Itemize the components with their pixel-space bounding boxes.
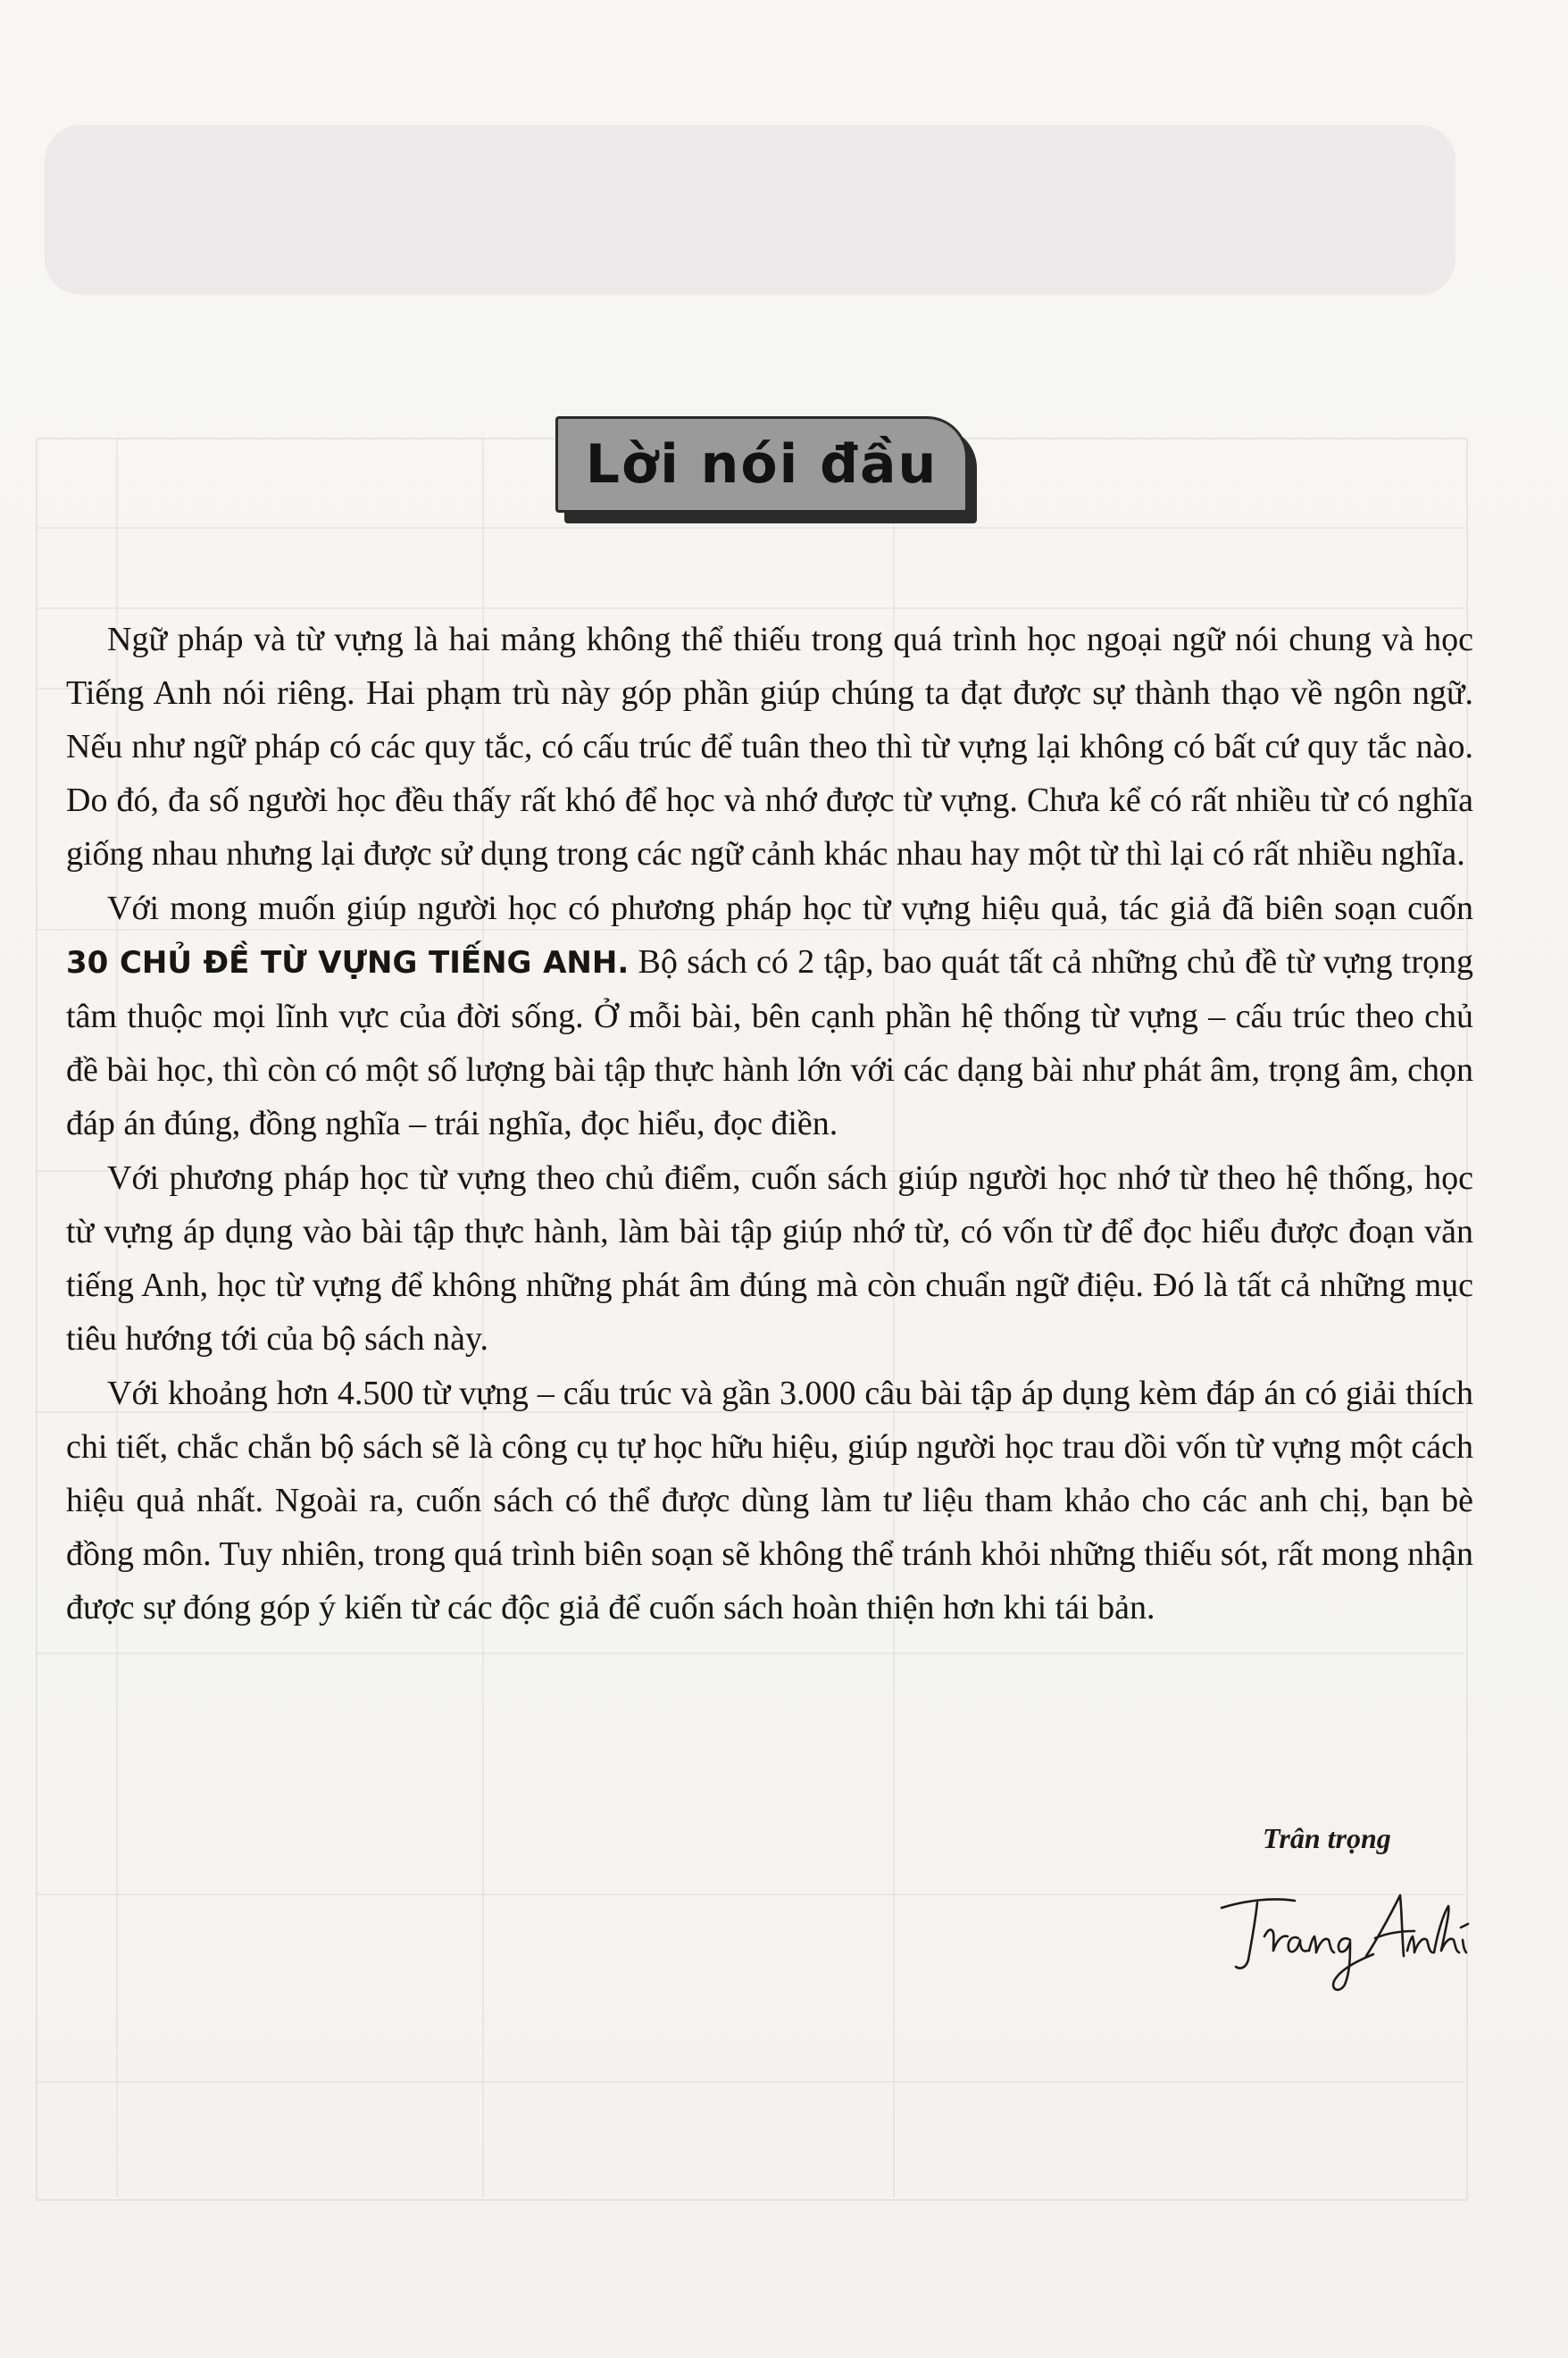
show-through-rule [36,2081,1464,2083]
title-badge [555,416,968,513]
paragraph-text: Với mong muốn giúp người học có phương pháp học từ vựng hiệu quả, tác giả đã biên soạn cuốn [107,890,1473,927]
paragraph-text: Với khoảng hơn 4.500 từ vựng – cấu trúc và gần 3.000 câu bài tập áp dụng kèm đáp án có giải thích chi tiết, chắc chắn bộ sách sẽ là công cụ tự học hữu hiệu, giúp người học trau dồi vốn từ vựng một cách hiệu quả nhất. Ngoài ra, cuốn sách có thể được dùng làm tư liệu tham khảo cho các anh chị, bạn bè đồng môn. Tuy nhiên, trong quá trình biên soạn sẽ không thể tránh khỏi những thiếu sót, rất mong nhận được sự đóng góp ý kiến từ các độc giả để cuốn sách hoàn thiện hơn khi tái bản. [66,1375,1473,1626]
show-through-banner [45,125,1455,295]
preface-title: Lời nói đầu [585,433,938,496]
paragraph-text: Với phương pháp học từ vựng theo chủ điểm, cuốn sách giúp người học nhớ từ theo hệ thống, học từ vựng áp dụng vào bài tập thực hành, làm bài tập giúp nhớ từ, có vốn từ để đọc hiểu được đoạn văn tiếng Anh, học từ vựng để không những phát âm đúng mà còn chuẩn ngữ điệu. Đó là tất cả những mục tiêu hướng tới của bộ sách này. [66,1159,1473,1358]
show-through-rule [36,607,1464,609]
paragraph-text: Ngữ pháp và từ vựng là hai mảng không thể thiếu trong quá trình học ngoại ngữ nói chung và học Tiếng Anh nói riêng. Hai phạm trù này góp phần giúp chúng ta đạt được sự thành thạo về ngôn ngữ. Nếu như ngữ pháp có các quy tắc, có cấu trúc để tuân theo thì từ vựng lại không có bất cứ quy tắc nào. Do đó, đa số người học đều thấy rất khó để học và nhớ được từ vựng. Chưa kể có rất nhiều từ có nghĩa giống nhau nhưng lại được sử dụng trong các ngữ cảnh khác nhau hay một từ thì lại có rất nhiều nghĩa. [66,621,1473,873]
book-title-emphasis: 30 CHỦ ĐỀ TỪ VỰNG TIẾNG ANH. [66,945,630,981]
preface-paragraph [66,613,1473,881]
author-signature [1209,1874,1477,1999]
preface-title-box [555,416,984,527]
paragraph-text: Bộ sách có 2 tập, bao quát tất cả những chủ đề từ vựng trọng tâm thuộc mọi lĩnh vực của đời sống. Ở mỗi bài, bên cạnh phần hệ thống từ vựng – cấu trúc theo chủ đề bài học, thì còn có một số lượng bài tập thực hành lớn với các dạng bài như phát âm, trọng âm, chọn đáp án đúng, đồng nghĩa – trái nghĩa, đọc hiểu, đọc điền. [66,943,1473,1142]
preface-paragraph [66,1367,1473,1635]
show-through-rule [36,1652,1464,1654]
preface-paragraph [66,882,1473,1150]
closing-salutation: Trân trọng [1263,1822,1391,1854]
preface-paragraph [66,1151,1473,1366]
show-through-rule [36,527,1464,529]
preface-body [66,613,1473,1635]
